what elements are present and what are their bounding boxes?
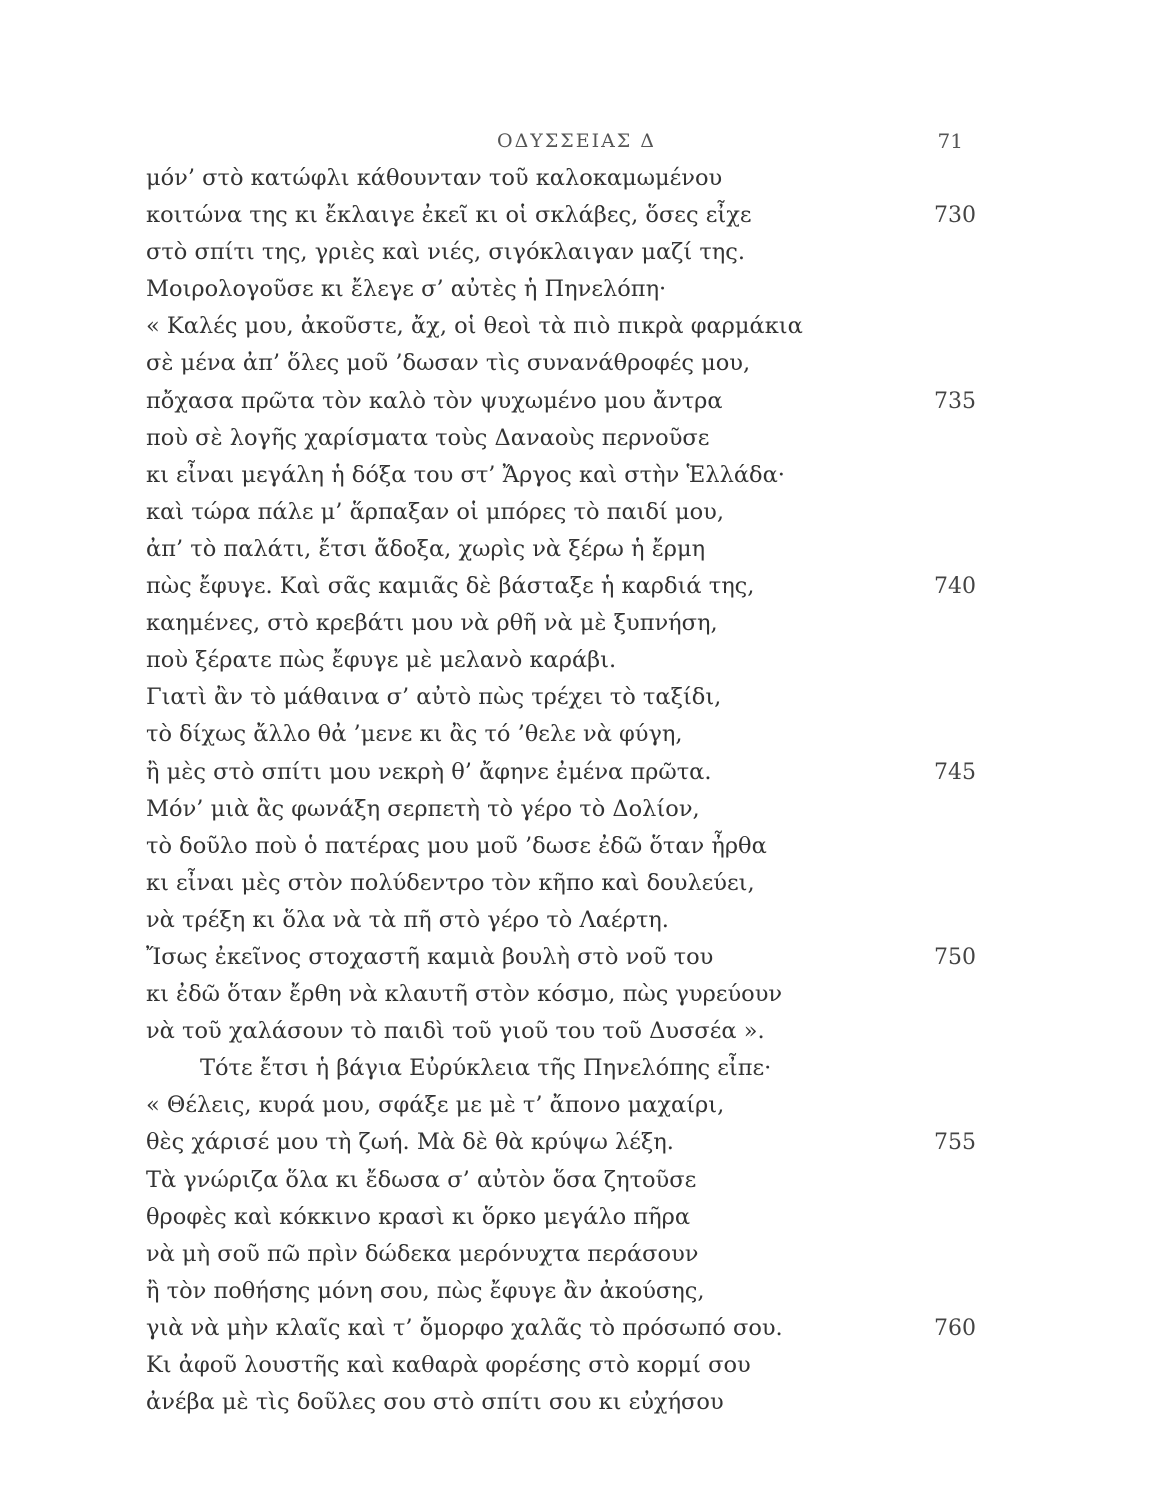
verse-text: πὼς ἔφυγε. Καὶ σᾶς καμιᾶς δὲ βάσταξε ἡ καρδιά της,: [146, 573, 755, 600]
verse-line: [146, 754, 976, 791]
verse-line: [146, 1087, 976, 1124]
verse-line: [146, 568, 976, 605]
verse-text: κι εἶναι μεγάλη ἡ δόξα του στ’ Ἄργος καὶ στὴν Ἑλλάδα·: [146, 461, 785, 488]
verse-text: ἀνέβα μὲ τὶς δοῦλες σου στὸ σπίτι σου κι εὐχήσου: [146, 1389, 724, 1416]
verse-line: [146, 345, 976, 382]
verse-text: ποὺ σὲ λογῆς χαρίσματα τοὺς Δαναοὺς περνοῦσε: [146, 424, 710, 451]
verse-text: « Καλές μου, ἀκοῦστε, ἄχ, οἱ θεοὶ τὰ πιὸ πικρὰ φαρμάκια: [146, 313, 803, 340]
verse-line: [146, 457, 976, 494]
line-number: 730: [934, 203, 976, 229]
verse-line: [146, 234, 976, 271]
verse-line: [146, 197, 976, 234]
verse-line: [146, 1050, 976, 1087]
verse-text: ἢ τὸν ποθήσης μόνη σου, πὼς ἔφυγε ἂν ἀκούσης,: [146, 1277, 705, 1304]
verse-line: [146, 791, 976, 828]
verse-line: [146, 902, 976, 939]
verse-line: [146, 308, 976, 345]
line-number: 760: [934, 1315, 976, 1341]
verse-text: θροφὲς καὶ κόκκινο κρασὶ κι ὅρκο μεγάλο πῆρα: [146, 1203, 691, 1230]
verse-text: Τὰ γνώριζα ὅλα κι ἔδωσα σ’ αὐτὸν ὅσα ζητοῦσε: [146, 1166, 697, 1193]
verse-line: [146, 976, 976, 1013]
verse-line: [146, 605, 976, 642]
verse-text: σὲ μένα ἀπ’ ὅλες μοῦ ’δωσαν τὶς συνανάθροφές μου,: [146, 350, 751, 377]
verse-text: τὸ δοῦλο ποὺ ὁ πατέρας μου μοῦ ’δωσε ἐδῶ ὅταν ἦρθα: [146, 832, 767, 859]
verse-line: [146, 1162, 976, 1199]
verse-text: νὰ τρέξη κι ὅλα νὰ τὰ πῆ στὸ γέρο τὸ Λαέρτη.: [146, 906, 669, 933]
verse-line: [146, 1013, 976, 1050]
verse-line: [146, 1384, 976, 1421]
line-number: 755: [934, 1130, 976, 1156]
verse-line: [146, 1199, 976, 1236]
line-number: 735: [934, 388, 976, 414]
verse-text: νὰ μὴ σοῦ πῶ πρὶν δώδεκα μερόνυχτα περάσουν: [146, 1240, 699, 1267]
verse-text: κοιτώνα της κι ἔκλαιγε ἐκεῖ κι οἱ σκλάβες, ὅσες εἶχε: [146, 202, 752, 229]
verse-line: [146, 865, 976, 902]
verse-text: Μόν’ μιὰ ἂς φωνάξη σερπετὴ τὸ γέρο τὸ Δολίον,: [146, 795, 700, 822]
verse-line: [146, 271, 976, 308]
verse-line: [146, 1310, 976, 1347]
verse-text: ἀπ’ τὸ παλάτι, ἔτσι ἄδοξα, χωρὶς νὰ ξέρω ἡ ἔρμη: [146, 535, 706, 562]
verse-line: [146, 494, 976, 531]
line-number: 750: [934, 944, 976, 970]
verse-text: Ἴσως ἐκεῖνος στοχαστῆ καμιὰ βουλὴ στὸ νοῦ του: [146, 943, 714, 970]
verse-text: Κι ἀφοῦ λουστῆς καὶ καθαρὰ φορέσης στὸ κορμί σου: [146, 1352, 751, 1378]
verse-line: [146, 420, 976, 457]
verse-text: κι εἶναι μὲς στὸν πολύδεντρο τὸν κῆπο καὶ δουλεύει,: [146, 869, 755, 896]
verse-text: ποὺ ξέρατε πὼς ἔφυγε μὲ μελανὸ καράβι.: [146, 647, 617, 674]
verse-line: [146, 1347, 976, 1384]
verse-text: θὲς χάρισέ μου τὴ ζωή. Μὰ δὲ θὰ κρύψω λέξη.: [146, 1129, 674, 1156]
verse-text: νὰ τοῦ χαλάσουν τὸ παιδὶ τοῦ γιοῦ του τοῦ Δυσσέα ».: [146, 1018, 765, 1045]
verse-line: [146, 383, 976, 420]
running-title: ΟΔΥΣΣΕΙΑΣ Δ: [497, 130, 656, 152]
verse-line: [146, 531, 976, 568]
verse-text: Γιατὶ ἂν τὸ μάθαινα σ’ αὐτὸ πὼς τρέχει τὸ ταξίδι,: [146, 684, 722, 711]
verse-line: [146, 642, 976, 679]
verse-line: [146, 1273, 976, 1310]
line-number: 745: [934, 759, 976, 785]
verse-list: [146, 160, 976, 1421]
page-number: 71: [937, 129, 963, 153]
verse-line: [146, 160, 976, 197]
verse-line: [146, 1124, 976, 1161]
verse-text: « Θέλεις, κυρά μου, σφάξε με μὲ τ’ ἄπονο μαχαίρι,: [146, 1092, 725, 1119]
verse-line: [146, 1236, 976, 1273]
verse-line: [146, 716, 976, 753]
verse-text: καὶ τώρα πάλε μ’ ἅρπαξαν οἱ μπόρες τὸ παιδί μου,: [146, 498, 724, 525]
verse-line: [146, 828, 976, 865]
verse-line: [146, 679, 976, 716]
verse-line: [146, 939, 976, 976]
verse-text: γιὰ νὰ μὴν κλαῖς καὶ τ’ ὄμορφο χαλᾶς τὸ πρόσωπό σου.: [146, 1314, 783, 1341]
verse-text: πὄχασα πρῶτα τὸν καλὸ τὸν ψυχωμένο μου ἄντρα: [146, 387, 723, 414]
verse-text: στὸ σπίτι της, γριὲς καὶ νιές, σιγόκλαιγαν μαζί της.: [146, 239, 745, 266]
verse-text: μόν’ στὸ κατώφλι κάθουνταν τοῦ καλοκαμωμένου: [146, 165, 723, 191]
verse-text: Τότε ἔτσι ἡ βάγια Εὐρύκλεια τῆς Πηνελόπης εἶπε·: [200, 1055, 772, 1082]
verse-text: καημένες, στὸ κρεβάτι μου νὰ ρθῆ νὰ μὲ ξυπνήση,: [146, 610, 718, 637]
verse-text: κι ἐδῶ ὅταν ἔρθη νὰ κλαυτῆ στὸν κόσμο, πὼς γυρεύουν: [146, 981, 783, 1008]
verse-text: ἢ μὲς στὸ σπίτι μου νεκρὴ θ’ ἄφηνε ἐμένα πρῶτα.: [146, 758, 712, 785]
verse-text: τὸ δίχως ἄλλο θἀ ’μενε κι ἂς τό ’θελε νὰ φύγη,: [146, 721, 683, 748]
verse-text: Μοιρολογοῦσε κι ἔλεγε σ’ αὐτὲς ἡ Πηνελόπη·: [146, 276, 667, 303]
line-number: 740: [934, 574, 976, 600]
